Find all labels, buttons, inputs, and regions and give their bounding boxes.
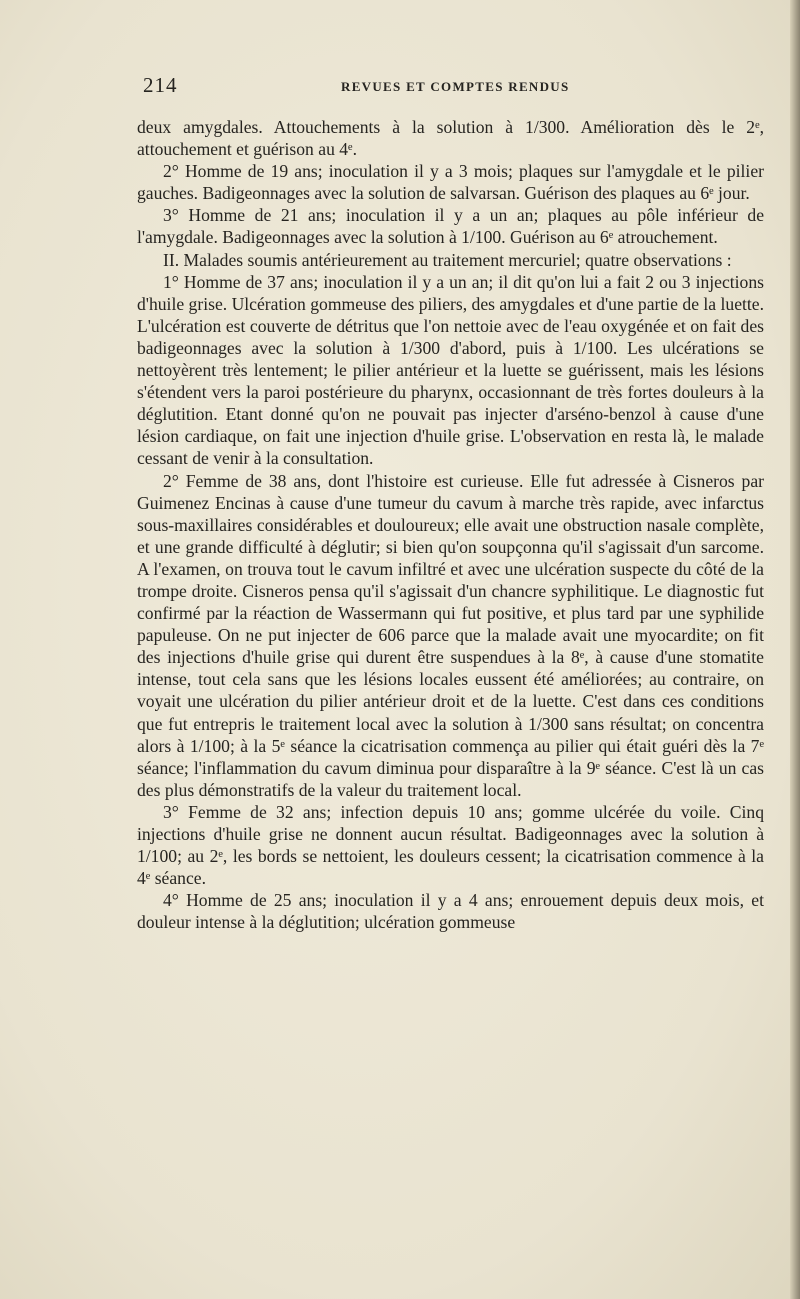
paragraph: 4° Homme de 25 ans; inoculation il y a 4 ans; enrouement depuis deux mois, et douleur intense à la déglutition; ulcération gommeuse (137, 890, 764, 933)
page-edge-shadow (790, 0, 800, 1299)
paragraph: 1° Homme de 37 ans; inoculation il y a un an; il dit qu'on lui a fait 2 ou 3 injections d'huile grise. Ulcération gommeuse des piliers, des amygdales et d'une partie de la luette. L'ulcération est couverte de détritus que l'on nettoie avec de l'eau oxygénée et on fait des badigeonnages avec la solution à 1/300 d'abord, puis à 1/100. Les ulcérations se nettoyèrent très lentement; le pilier antérieur et la luette se guérissent, mais les lésions s'étendent vers la paroi postérieure du pharynx, occasionnant de très fortes douleurs à la déglutition. Etant donné qu'on ne pouvait pas injecter d'arséno-benzol à cause d'une lésion cardiaque, on fait une injection d'huile grise. L'observation en resta là, le malade cessant de venir à la consultation. (137, 271, 764, 469)
paragraph: 2° Homme de 19 ans; inoculation il y a 3 mois; plaques sur l'amygdale et le pilier gauches. Badigeonnages avec la solution de salvarsan. Guérison des plaques au 6ᵉ jour. (137, 161, 764, 204)
paragraph: 3° Femme de 32 ans; infection depuis 10 ans; gomme ulcérée du voile. Cinq injections d'huile grise ne donnent aucun résultat. Badigeonnages avec la solution à 1/100; au 2ᵉ, les bords se nettoient, les douleurs cessent; la cicatrisation commence à la 4ᵉ séance. (137, 801, 764, 889)
paragraph: 2° Femme de 38 ans, dont l'histoire est curieuse. Elle fut adressée à Cisneros par Guimenez Encinas à cause d'une tumeur du cavum à marche très rapide, avec infarctus sous-maxillaires considérables et douloureux; elle avait une obstruction nasale complète, et une grande difficulté à déglutir; si bien qu'on soupçonna qu'il s'agissait d'un sarcome. A l'examen, on trouva tout le cavum infiltré et avec une ulcération suspecte du côté de la trompe droite. Cisneros pensa qu'il s'agissait d'un chancre syphilitique. Le diagnostic fut confirmé par la réaction de Wassermann qui fut positive, et plus tard par une syphilide papuleuse. On ne put injecter de 606 parce que la malade avait une myocardite; on fit des injections d'huile grise qui durent être suspendues à la 8ᵉ, à cause d'une stomatite intense, tout cela sans que les lésions locales eussent été améliorées; au contraire, on voyait une ulcération du pilier antérieur droit et de la luette. C'est dans ces conditions que fut entrepris le traitement local avec la solution à 1/300 sans résultat; on concentra alors à 1/100; à la 5ᵉ séance la cicatrisation commença au pilier qui était guéri dès la 7ᵉ séance; l'inflammation du cavum diminua pour disparaître à la 9ᵉ séance. C'est là un cas des plus démonstratifs de la valeur du traitement local. (137, 470, 764, 800)
page-header (143, 73, 763, 103)
running-head: REVUES ET COMPTES RENDUS (341, 79, 570, 94)
body-text (137, 116, 764, 933)
paragraph: II. Malades soumis antérieurement au traitement mercuriel; quatre observations : (163, 249, 732, 270)
paragraph: deux amygdales. Attouchements à la solution à 1/300. Amélioration dès le 2ᵉ, attouchement et guérison au 4ᵉ. (137, 117, 764, 160)
page-number: 214 (143, 73, 178, 97)
paragraph: 3° Homme de 21 ans; inoculation il y a un an; plaques au pôle inférieur de l'amygdale. Badigeonnages avec la solution à 1/100. Guérison au 6ᵉ atrouchement. (137, 205, 764, 248)
